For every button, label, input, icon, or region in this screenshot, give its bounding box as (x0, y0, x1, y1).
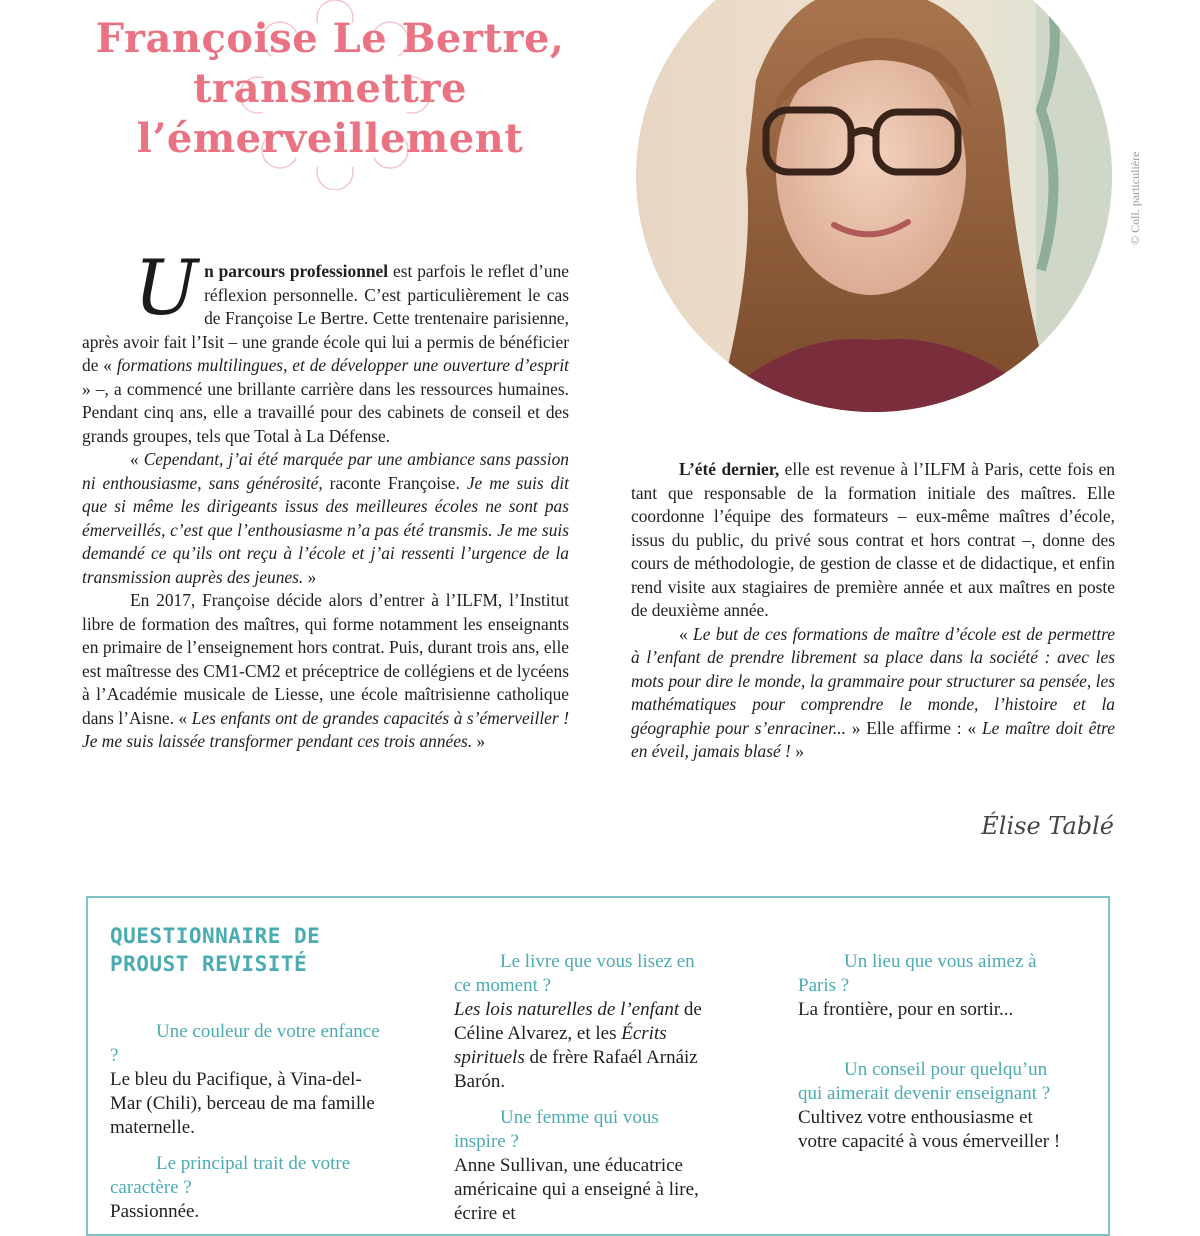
quote-run: Les enfants ont de grandes capacités à s’émerveiller ! Je me suis laissée transformer pendant ces trois années. (82, 707, 569, 751)
portrait-photo (636, 0, 1112, 412)
portrait-illustration (636, 0, 1112, 412)
answer: Passionnée. (110, 1201, 200, 1222)
photo-credit: © Coll. particulière (1128, 151, 1142, 245)
text-run: « (130, 449, 144, 469)
answer: de frère Rafaél Arnáiz Barón. (454, 1047, 698, 1092)
question: Le principal trait de votre caractère ? (110, 1153, 351, 1198)
article-title (40, 14, 620, 164)
answer: Cultivez votre enthousiasme et votre capacité à vous émerveiller ! (798, 1107, 1061, 1152)
author-signature: Élise Tablé (981, 812, 1114, 840)
answer: Le bleu du Pacifique, à Vina-del-Mar (Chili), berceau de ma famille maternelle. (110, 1069, 375, 1138)
article-paragraph-4 (631, 458, 1115, 623)
questionnaire-heading: QUESTIONNAIRE DE PROUST REVISITÉ (110, 924, 321, 976)
answer-title: Écrits spirituels (454, 1023, 667, 1068)
answer-title: Les lois naturelles de l’enfant (454, 999, 680, 1020)
question: Le livre que vous lisez en ce moment ? (454, 951, 695, 996)
quote-run: Le maître doit être en éveil, jamais blasé ! (631, 717, 1116, 761)
article-column-right (631, 458, 1115, 764)
quote-run: Je me suis dit que si même les dirigeants issus des meilleures écoles ne sont pas émerveillés, c’est que l’enthousiasme n’a pas été transmis. Je me suis demandé ce qu’ils ont reçu à l’école et j’ai ressenti l’urgence de la transmission auprès des jeunes. (82, 472, 569, 587)
question: Une couleur de votre enfance ? (110, 1021, 380, 1066)
text-run: En 2017, Françoise décide alors d’entrer à l’ILFM, l’Institut libre de formation des maîtres, qui forme notamment les enseignants en primaire de l’enseignement hors contrat. Puis, durant trois ans, elle est maîtresse des CM1-CM2 et préceptrice de collégiens et de lycéens à l’Académie musicale de Liesse, une école maîtrisienne catholique dans l’Aisne. « (82, 590, 569, 728)
quote-run: Cependant, j’ai été marquée par une ambiance sans passion ni enthousiasme, sans générosité (82, 449, 569, 493)
article-column-left (82, 243, 569, 754)
article-paragraph-5 (631, 623, 1115, 764)
title-line-2: transmettre (193, 65, 467, 112)
text-run: elle est revenue à l’ILFM à Paris, cette fois en tant que responsable de la formation initiale des maîtres. Elle coordonne l’équipe des formateurs – eux-même maîtres d’école, issus du public, du privé sous contrat et hors contrat –, donne des cours de méthodologie, de gestion de classe et de didactique, et enfin rend visite aux stagiaires de première année et aux maîtres en poste de deuxième année. (631, 459, 1115, 620)
qa-item-childhood-color (110, 1020, 390, 1140)
answer: Anne Sullivan, une éducatrice américaine qui a enseigné à lire, écrire et (454, 1155, 699, 1224)
question: Un lieu que vous aimez à Paris ? (798, 951, 1037, 996)
quote-run: formations multilingues, et de développer une ouverture d’esprit (116, 355, 569, 375)
qa-item-teacher-advice (798, 1058, 1068, 1154)
title-line-1: Françoise Le Bertre, (95, 15, 565, 62)
text-run: » Elle affirme : « (845, 717, 982, 738)
article-paragraph-3 (82, 589, 569, 754)
text-run: » (790, 741, 804, 761)
text-run: » –, a commencé une brillante carrière dans les ressources humaines. Pendant cinq ans, elle a travaillé pour des cabinets de conseil et des grands groupes, tels que Total à La Défense. (82, 378, 569, 446)
article-paragraph-2 (82, 448, 569, 589)
qa-item-character-trait (110, 1152, 390, 1224)
text-run: est parfois le reflet d’une réflexion personnelle. C’est particulièrement le cas de Françoise Le Bertre. Cette trentenaire parisienne, après avoir fait l’Isit – une grande école qui lui a permis de bénéficier de « (82, 261, 569, 375)
lead-bold: L’été dernier, (679, 459, 780, 479)
qa-item-inspiring-woman (454, 1106, 704, 1226)
question: Une femme qui vous inspire ? (454, 1107, 659, 1152)
answer: La frontière, pour en sortir... (798, 999, 1014, 1020)
quote-run: Le but de ces formations de maître d’école est de permettre à l’enfant de prendre librement sa place dans la société : avec les mots pour dire le monde, la grammaire pour structurer sa pensée, les mathématiques pour comprendre le monde, l’histoire et la géographie pour s’enraciner... (631, 623, 1115, 738)
text-run: » (472, 731, 486, 751)
qa-item-current-book (454, 950, 704, 1094)
text-run: « (679, 623, 694, 644)
drop-cap: U (134, 243, 199, 332)
article-paragraph-1 (82, 243, 569, 448)
text-run: » (303, 566, 317, 587)
text-run: , raconte Françoise. (318, 472, 467, 493)
qa-item-paris-place (798, 950, 1068, 1022)
answer: de Céline Alvarez, et les (454, 999, 702, 1044)
title-line-3: l’émerveillement (136, 115, 524, 162)
question: Un conseil pour quelqu’un qui aimerait devenir enseignant ? (798, 1059, 1051, 1104)
lead-bold: n parcours professionnel (204, 261, 389, 281)
